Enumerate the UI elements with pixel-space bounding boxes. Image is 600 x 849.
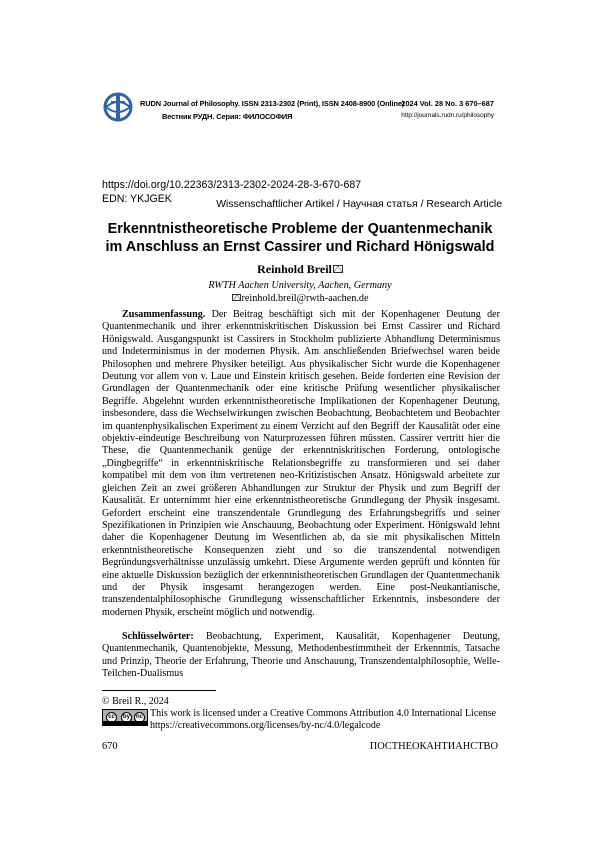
journal-volume: 2024 Vol. 28 No. 3 670–687: [401, 99, 494, 108]
page-number: 670: [102, 741, 118, 752]
envelope-icon: [232, 294, 241, 301]
keywords-text: Beobachtung, Experiment, Kausalität, Kopenhagener Deutung, Quantenmechanik, Quantenobjekte, Messung, Methodenbestimmtheit der Erkenntnis, Tatsache und Prinzip, Theorie der Erfahrung, Theorie und Anschauung, Transzendentalphilosophie, Welle-Teilchen-Dualismus: [102, 631, 500, 680]
footnote-divider: [102, 690, 216, 691]
journal-title-russian: Вестник РУДН. Серия: ФИЛОСОФИЯ: [162, 112, 293, 121]
by-icon: by: [121, 712, 132, 723]
license-text: This work is licensed under a Creative Commons Attribution 4.0 International License: [150, 708, 497, 719]
author-email-line: [100, 293, 500, 304]
author-affiliation: RWTH Aachen University, Aachen, Germany: [208, 280, 392, 291]
abstract-text: Der Beitrag beschäftigt sich mit der Kopenhagener Deutung der Quantenmechanik und ihrer erkenntniskritischen Diskussion bei Ernst Cassirer und Richard Hönigswald. Ausgangspunkt ist Cassirers in Stockholm publizierte Abhandlung Determinismus und Indeterminismus in der modernen Physik. Am anschließenden Briefwechsel waren beide Philosophen und mehrere Physiker beteiligt. Aus physikalischer Sicht wurde die Kopenhagener Deutung vor allem von v. Laue und Einstein kritisch gesehen. Beide forderten eine Revision der Grundlagen der Quantenmechanik oder eine kritische Prüfung wesentlicher physikalischer Begriffe. Abgelehnt wurden erkenntnistheoretische Implikationen der Kopenhagener Deutung, insbesondere, dass die Wechselwirkungen zwischen Beobachtung, Beobachtetem und Beobachter im quantenphysikalischen Experiment zu einem Verzicht auf den Begriff der Kausalität oder eine objektiv-eindeutige Beschreibung von Naturprozessen führen müssten. Cassirer vertritt hier die These, die Quantenmechanik genüge der erkenntniskritischen Forderung, ontologische „Dingbegriffe“ in erkenntniskritische Relationsbegriffe zu transformieren und sei daher kompatibel mit dem von ihm vertretenen neo-Kritizistischen Ansatz. Hönigswald arbeitete zur gleichen Zeit an zwei größeren Abhandlungen zur Struktur der Physik und zum Begriff der Kausalität. Er unternimmt hier eine erkenntnistheoretische Grundlegung der Physik insgesamt. Gefordert erscheint eine transzendentale Grundlegung des Erfahrungsbegriffs und seiner Spezifikationen in Prinzipien wie Anschauung, Beobachtung oder Experiment. Hönigswald lehnt daher die Kopenhagener Deutung im Wesentlichen ab, da sie mit physikalischen Mitteln erkenntnistheoretische Konsequenzen zieht und so die transzendental notwendigen Begründungsverhältnisse unzulässig umkehrt. Diese Argumente werden geprüft und könnten für eine aktuelle Diskussion bezüglich der erkenntnistheoretischen Grundlagen der Quantenmechanik und der Physik insgesamt herangezogen werden. Eine post-Neukantianische, transzendentalphilosophische Grundlegung wissenschaftlicher Erkenntnis, insbesondere der modernen Physik, erscheint möglich und notwendig.: [102, 309, 500, 618]
edn-code: EDN: YKJGEK: [102, 193, 172, 205]
nc-icon: nc: [134, 712, 145, 723]
journal-title: RUDN Journal of Philosophy. ISSN 2313-2302 (Print), ISSN 2408-8900 (Online): [140, 99, 405, 108]
author-line: [100, 262, 500, 277]
keywords: [102, 631, 500, 681]
copyright-notice: © Breil R., 2024: [102, 696, 169, 707]
article-title: Erkenntnistheoretische Probleme der Quantenmechanik im Anschluss an Ernst Cassirer und Richard Hönigswald: [105, 221, 495, 255]
journal-url[interactable]: http://journals.rudn.ru/philosophy: [401, 112, 494, 119]
author-name: Reinhold Breil: [257, 262, 332, 276]
abstract: [102, 309, 500, 619]
envelope-icon: [333, 265, 343, 273]
rudn-logo-icon: [103, 92, 133, 122]
abstract-label: Zusammenfassung.: [122, 309, 206, 320]
keywords-label: Schlüsselwörter:: [122, 631, 194, 642]
author-email[interactable]: reinhold.breil@rwth-aachen.de: [241, 293, 369, 304]
badge-bar: [103, 721, 147, 725]
cc-license-badge-icon[interactable]: [102, 709, 148, 726]
license-url[interactable]: https://creativecommons.org/licenses/by-nc/4.0/legalcode: [150, 720, 381, 731]
cc-icon: cc: [106, 712, 117, 723]
doi-link[interactable]: https://doi.org/10.22363/2313-2302-2024-28-3-670-687: [102, 179, 362, 191]
article-type: Wissenschaftlicher Artikel / Научная статья / Research Article: [216, 199, 502, 210]
running-title: ПОСТНЕОКАНТИАНСТВО: [369, 741, 498, 752]
